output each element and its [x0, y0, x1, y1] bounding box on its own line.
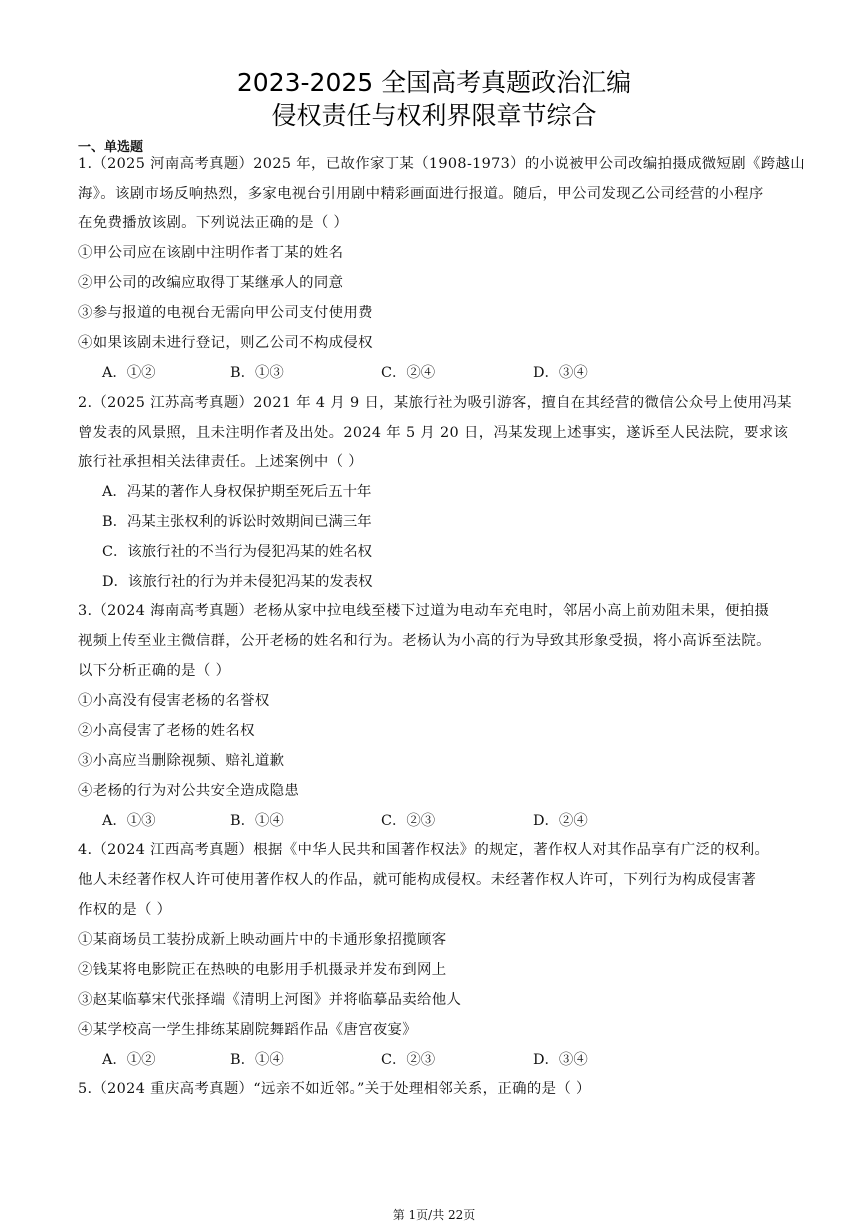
question-text: 他人未经著作权人许可使用著作权人的作品，就可能构成侵权。未经著作权人许可，下列行为构成侵害著 — [78, 872, 757, 888]
option-c: C．②③ — [381, 1052, 436, 1068]
statement: ①某商场员工装扮成新上映动画片中的卡通形象招揽顾客 — [78, 932, 447, 948]
statement: ②小高侵害了老杨的姓名权 — [78, 723, 255, 739]
question-text: 2.（2025 江苏高考真题）2021 年 4 月 9 日，某旅行社为吸引游客，擅自在其经营的微信公众号上使用冯某 — [78, 395, 792, 411]
statement: ②钱某将电影院正在热映的电影用手机摄录并发布到网上 — [78, 962, 447, 978]
option-b: B．①④ — [230, 1052, 284, 1068]
question-text: 旅行社承担相关法律责任。上述案例中（ ） — [78, 454, 363, 470]
question-text: 视频上传至业主微信群，公开老杨的姓名和行为。老杨认为小高的行为导致其形象受损，将小高诉至法院。 — [78, 633, 771, 649]
option-d: D．③④ — [533, 365, 588, 381]
question-text: 海》。该剧市场反响热烈，多家电视台引用剧中精彩画面进行报道。随后，甲公司发现乙公司经营的小程序 — [78, 186, 764, 202]
question-text: 以下分析正确的是（ ） — [78, 663, 231, 679]
option-a: A．①② — [102, 365, 156, 381]
question-text: 3.（2024 海南高考真题）老杨从家中拉电线至楼下过道为电动车充电时，邻居小高上前劝阻未果，便拍摄 — [78, 603, 770, 619]
statement: ③参与报道的电视台无需向甲公司支付使用费 — [78, 305, 373, 321]
question-text: 作权的是（ ） — [78, 902, 172, 918]
option-a: A．冯某的著作人身权保护期至死后五十年 — [102, 484, 372, 500]
option-d: D．③④ — [533, 1052, 588, 1068]
option-d: D．②④ — [533, 813, 588, 829]
section-heading: 一、单选题 — [78, 140, 144, 155]
option-c: C．该旅行社的不当行为侵犯冯某的姓名权 — [102, 544, 373, 560]
option-a: A．①③ — [102, 813, 156, 829]
question-text: 5.（2024 重庆高考真题）“远亲不如近邻。”关于处理相邻关系，正确的是（ ） — [78, 1081, 591, 1097]
question-text: 在免费播放该剧。下列说法正确的是（ ） — [78, 215, 349, 231]
statement: ④某学校高一学生排练某剧院舞蹈作品《唐宫夜宴》 — [78, 1022, 418, 1038]
statement: ②甲公司的改编应取得丁某继承人的同意 — [78, 275, 344, 291]
statement: ①甲公司应在该剧中注明作者丁某的姓名 — [78, 245, 344, 261]
page-footer: 第 1页/共 22页 — [392, 1208, 476, 1222]
document-subtitle: 侵权责任与权利界限章节综合 — [271, 101, 597, 130]
document-title: 2023-2025 全国高考真题政治汇编 — [236, 68, 632, 97]
option-b: B．①④ — [230, 813, 284, 829]
question-text: 曾发表的风景照，且未注明作者及出处。2024 年 5 月 20 日，冯某发现上述事实，遂诉至人民法院，要求该 — [78, 425, 789, 441]
question-text: 1.（2025 河南高考真题）2025 年，已故作家丁某（1908-1973）的小说被甲公司改编拍摄成微短剧《跨越山 — [78, 156, 805, 172]
option-b: B．①③ — [230, 365, 284, 381]
statement: ③赵某临摹宋代张择端《清明上河图》并将临摹品卖给他人 — [78, 992, 462, 1008]
option-d: D．该旅行社的行为并未侵犯冯某的发表权 — [102, 574, 373, 590]
statement: ④如果该剧未进行登记，则乙公司不构成侵权 — [78, 335, 373, 351]
option-c: C．②④ — [381, 365, 436, 381]
option-b: B．冯某主张权利的诉讼时效期间已满三年 — [102, 514, 372, 530]
statement: ③小高应当删除视频、赔礼道歉 — [78, 753, 285, 769]
statement: ④老杨的行为对公共安全造成隐患 — [78, 783, 300, 799]
statement: ①小高没有侵害老杨的名誉权 — [78, 693, 270, 709]
option-c: C．②③ — [381, 813, 436, 829]
question-text: 4.（2024 江西高考真题）根据《中华人民共和国著作权法》的规定，著作权人对其作品享有广泛的权利。 — [78, 842, 770, 858]
option-a: A．①② — [102, 1052, 156, 1068]
